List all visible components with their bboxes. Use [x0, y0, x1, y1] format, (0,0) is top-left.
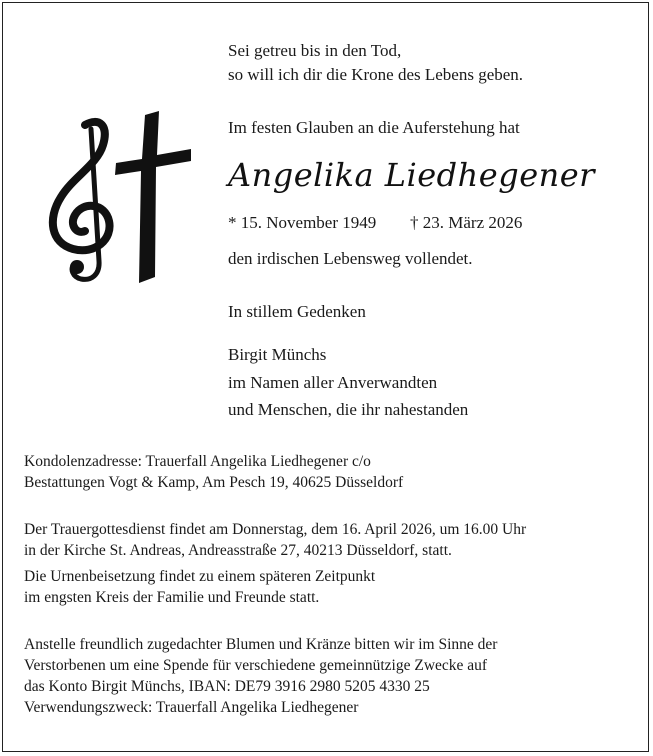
birth-date: * 15. November 1949 — [228, 213, 377, 232]
deceased-name: Angelika Liedhegener — [228, 156, 595, 194]
donation-line-1: Anstelle freundlich zugedachter Blumen und Kränze bitten wir im Sinne der — [24, 636, 498, 653]
signature-line-3: und Menschen, die ihr nahestanden — [228, 400, 469, 419]
death-date: † 23. März 2026 — [410, 213, 523, 232]
verse-line-1: Sei getreu bis in den Tod, — [228, 41, 402, 60]
service-line-2: in der Kirche St. Andreas, Andreasstraße 27, 40213 Düsseldorf, statt. — [24, 542, 452, 559]
donation-line-3: das Konto Birgit Münchs, IBAN: DE79 3916 2980 5205 4330 25 — [24, 678, 430, 695]
signature-line-1: Birgit Münchs — [228, 345, 327, 364]
donation-line-4: Verwendungszweck: Trauerfall Angelika Liedhegener — [24, 699, 359, 716]
service-line-1: Der Trauergottesdienst findet am Donnerstag, dem 16. April 2026, um 16.00 Uhr — [24, 521, 527, 538]
intro-text: Im festen Glauben an die Auferstehung hat — [228, 118, 520, 137]
memorial-text: In stillem Gedenken — [228, 302, 366, 321]
urn-line-2: im engsten Kreis der Familie und Freunde statt. — [24, 589, 320, 606]
urn-line-1: Die Urnenbeisetzung findet zu einem späteren Zeitpunkt — [24, 568, 376, 585]
treble-clef-cross-icon — [33, 111, 198, 286]
donation-line-2: Verstorbenen um eine Spende für verschiedene gemeinnützige Zwecke auf — [24, 657, 488, 674]
closing-text: den irdischen Lebensweg vollendet. — [228, 249, 473, 268]
signature-line-2: im Namen aller Anverwandten — [228, 373, 438, 392]
verse-line-2: so will ich dir die Krone des Lebens geben. — [228, 65, 524, 84]
condolence-line-1: Kondolenzadresse: Trauerfall Angelika Liedhegener c/o — [24, 453, 371, 470]
obituary-notice — [2, 2, 649, 752]
condolence-line-2: Bestattungen Vogt & Kamp, Am Pesch 19, 40625 Düsseldorf — [24, 474, 404, 491]
